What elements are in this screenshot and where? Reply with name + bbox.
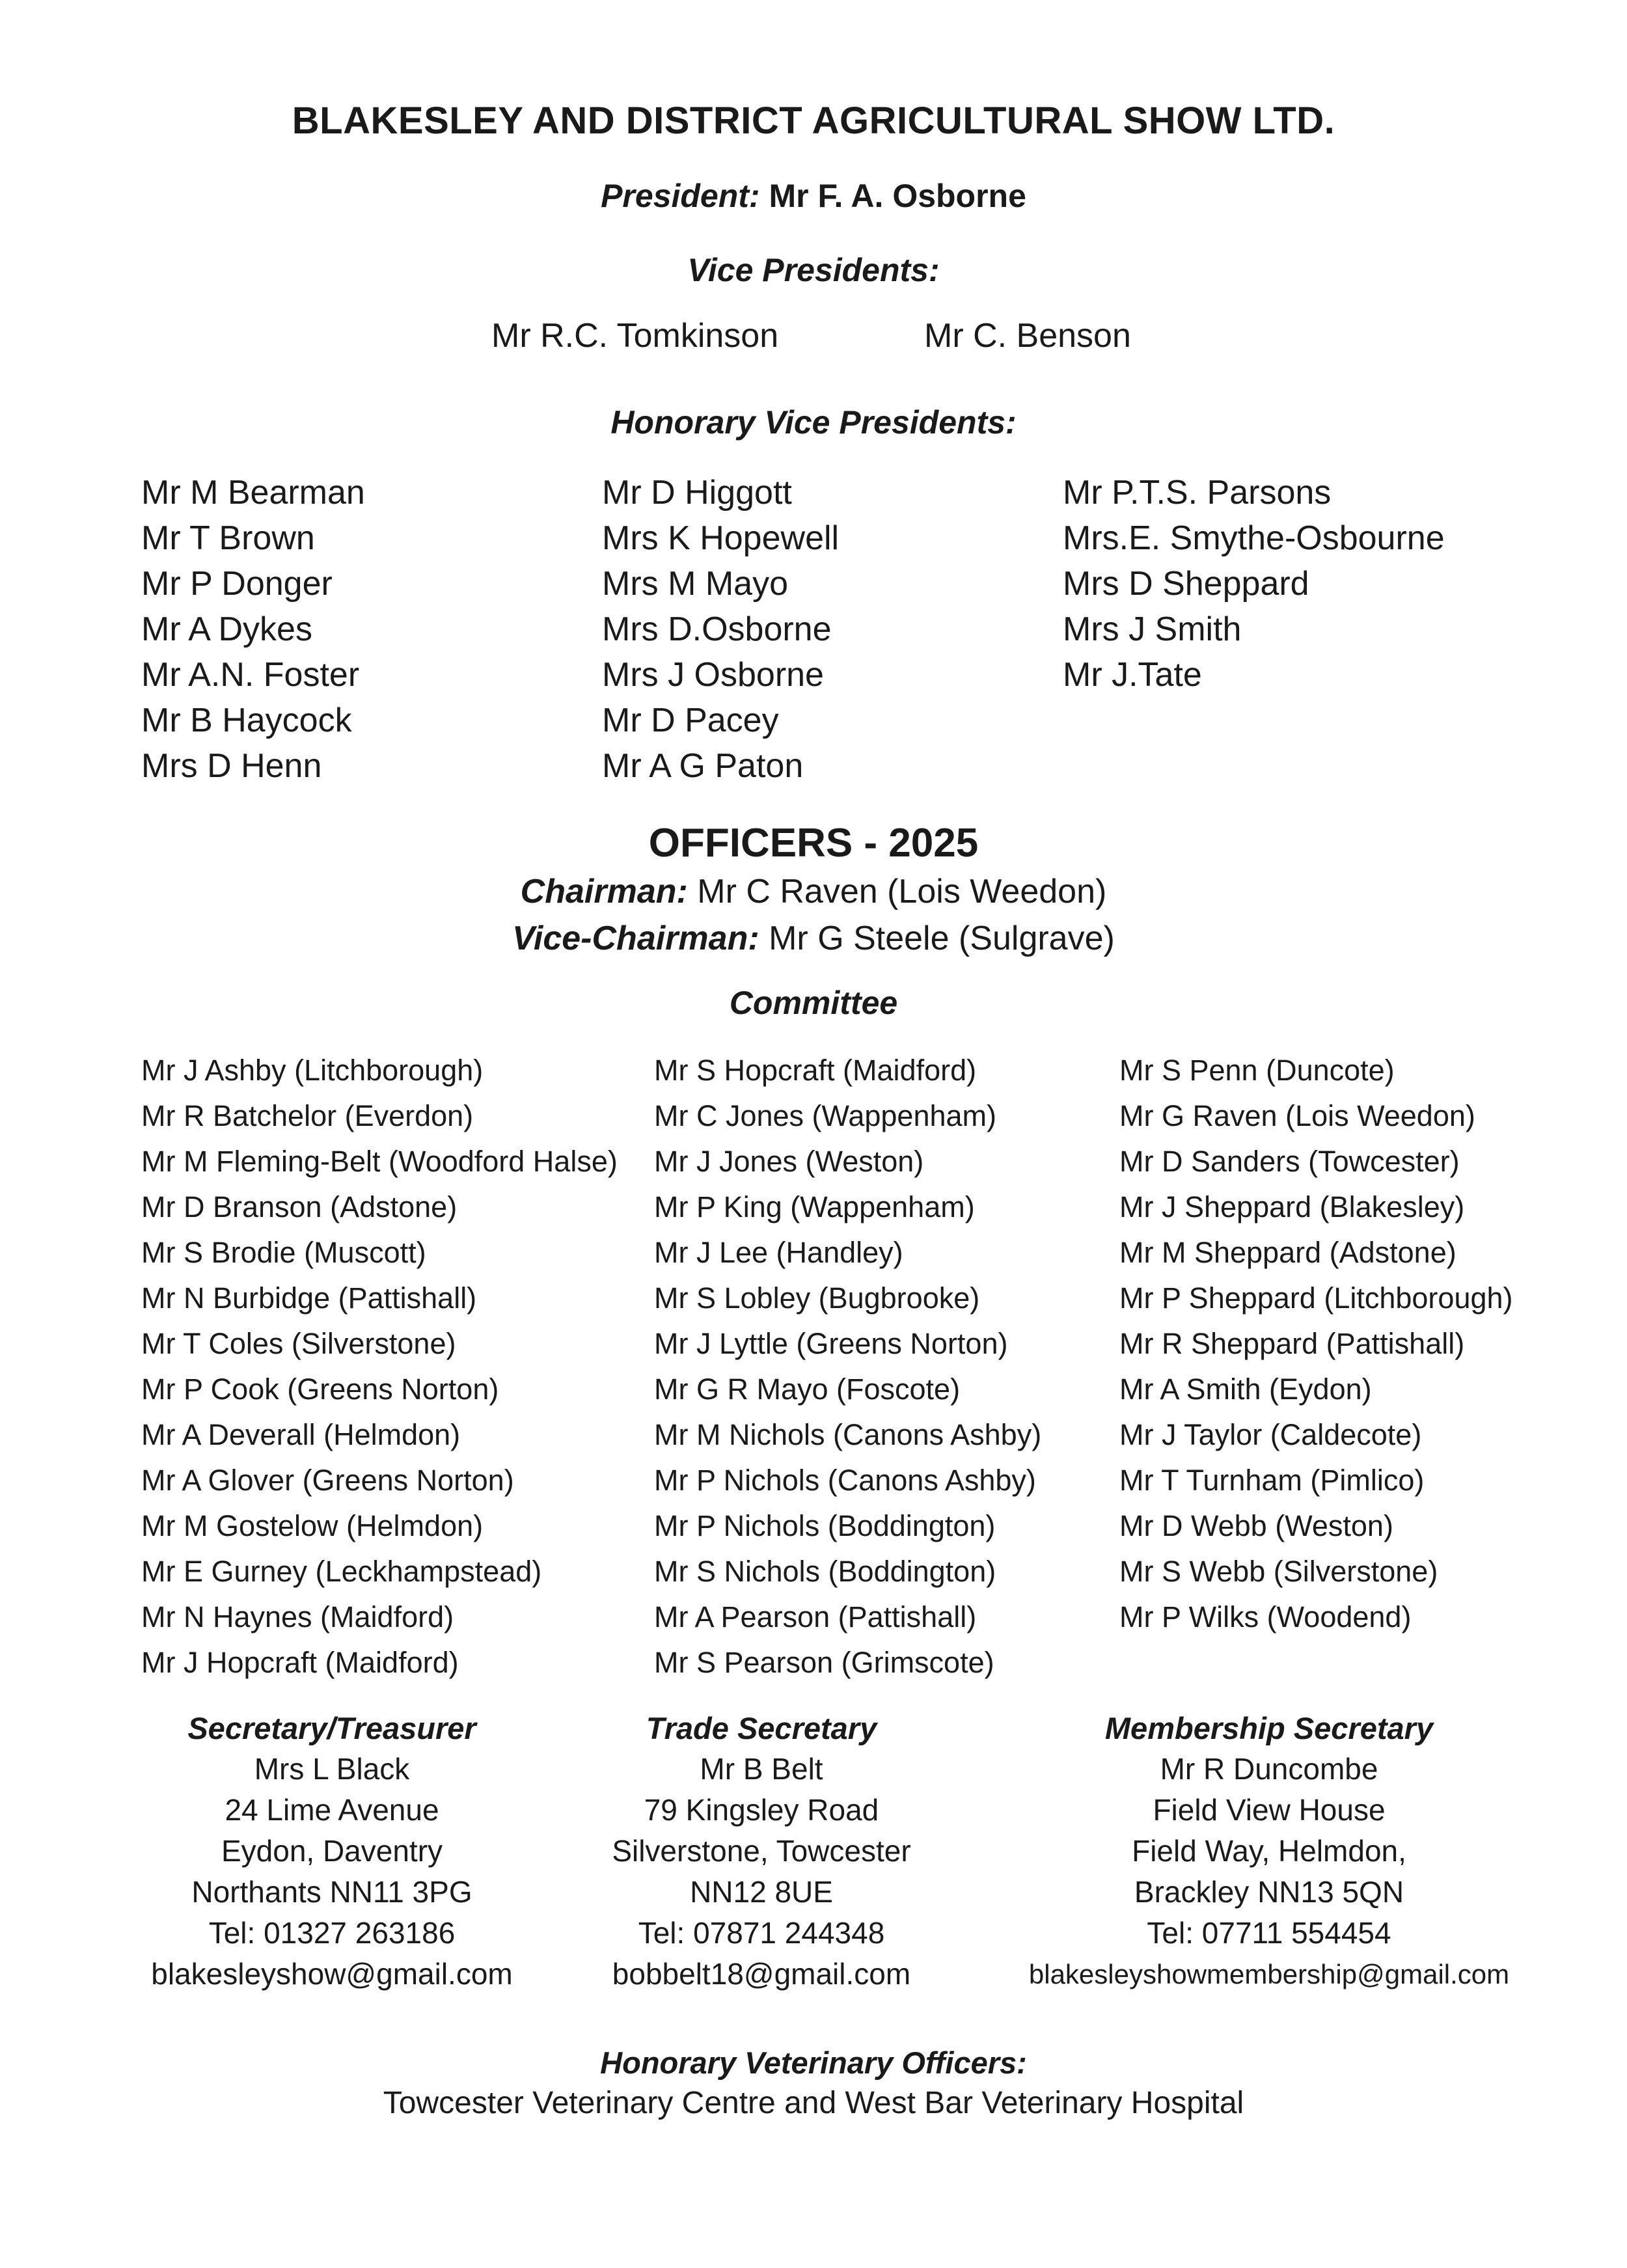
list-item: Mr A Deverall (Helmdon) <box>141 1418 461 1451</box>
list-item: Mr S Nichols (Boddington) <box>654 1555 996 1588</box>
secretary-treasurer-heading: Secretary/Treasurer <box>187 1711 476 1745</box>
list-item: Mr N Haynes (Maidford) <box>141 1600 454 1633</box>
contact-line: Silverstone, Towcester <box>612 1834 911 1868</box>
committee-column-3 <box>1119 1048 1513 1640</box>
vice-chairman-name: Mr G Steele (Sulgrave) <box>769 920 1115 957</box>
chairman-name: Mr C Raven (Lois Weedon) <box>697 873 1107 910</box>
list-item: Mr S Penn (Duncote) <box>1119 1054 1395 1087</box>
list-item: Mrs D.Osborne <box>602 610 832 648</box>
list-item: Mr M Gostelow (Helmdon) <box>141 1509 484 1542</box>
hvp-column-1 <box>141 470 365 789</box>
document-title: BLAKESLEY AND DISTRICT AGRICULTURAL SHOW LTD. <box>292 100 1335 142</box>
list-item: Mr R Batchelor (Everdon) <box>141 1099 474 1132</box>
contact-line: Northants NN11 3PG <box>191 1875 472 1909</box>
contact-line: Tel: 01327 263186 <box>208 1916 456 1950</box>
hvp-column-3 <box>1063 470 1445 698</box>
officers-heading: OFFICERS - 2025 <box>648 821 979 866</box>
email-link[interactable]: bobbelt18@gmail.com <box>612 1957 911 1991</box>
list-item: Mr A Glover (Greens Norton) <box>141 1464 514 1497</box>
list-item: Mr G R Mayo (Foscote) <box>654 1373 961 1406</box>
list-item: Mr T Coles (Silverstone) <box>141 1327 456 1360</box>
email-link[interactable]: blakesleyshow@gmail.com <box>151 1957 513 1991</box>
list-item: Mr A.N. Foster <box>141 656 360 694</box>
list-item: Mr S Webb (Silverstone) <box>1119 1555 1438 1588</box>
list-item: Mr P Sheppard (Litchborough) <box>1119 1281 1513 1315</box>
list-item: Mrs J Smith <box>1063 610 1242 648</box>
contact-line: Tel: 07711 554454 <box>1147 1916 1391 1950</box>
contact-line: Mr R Duncombe <box>1160 1752 1378 1786</box>
president-name: Mr F. A. Osborne <box>769 178 1026 214</box>
list-item: Mr J Hopcraft (Maidford) <box>141 1646 459 1679</box>
list-item: Mr P Wilks (Woodend) <box>1119 1600 1412 1633</box>
list-item: Mrs J Osborne <box>602 656 824 694</box>
list-item: Mr P Nichols (Canons Ashby) <box>654 1464 1036 1497</box>
list-item: Mr M Bearman <box>141 474 365 512</box>
contact-line: Field Way, Helmdon, <box>1132 1834 1406 1868</box>
list-item: Mr J Taylor (Caldecote) <box>1119 1418 1422 1451</box>
list-item: Mr P Cook (Greens Norton) <box>141 1373 499 1406</box>
list-item: Mr M Fleming-Belt (Woodford Halse) <box>141 1145 618 1178</box>
contact-line: 79 Kingsley Road <box>644 1793 879 1827</box>
list-item: Mr A Dykes <box>141 610 312 648</box>
committee-column-1 <box>141 1048 618 1686</box>
list-item: Mr D Sanders (Towcester) <box>1119 1145 1460 1178</box>
list-item: Mrs M Mayo <box>602 565 788 603</box>
contact-line: Mrs L Black <box>254 1752 410 1786</box>
list-item: Mr J Lee (Handley) <box>654 1236 903 1269</box>
contact-line: NN12 8UE <box>690 1875 833 1909</box>
president-line <box>0 177 1627 215</box>
veterinary-heading: Honorary Veterinary Officers: <box>600 2045 1027 2080</box>
list-item: Mrs D Sheppard <box>1063 565 1309 603</box>
list-item: Mr J.Tate <box>1063 656 1202 694</box>
vice-chairman-line <box>0 919 1627 958</box>
contact-line: Tel: 07871 244348 <box>638 1916 885 1950</box>
contact-line: Brackley NN13 5QN <box>1134 1875 1404 1909</box>
list-item: Mr S Pearson (Grimscote) <box>654 1646 994 1679</box>
vice-president-name: Mr C. Benson <box>924 317 1131 355</box>
list-item: Mr P.T.S. Parsons <box>1063 474 1332 512</box>
list-item: Mr D Branson (Adstone) <box>141 1190 458 1223</box>
committee-heading: Committee <box>729 985 898 1021</box>
president-label: President: <box>601 178 760 214</box>
list-item: Mr P Nichols (Boddington) <box>654 1509 996 1542</box>
list-item: Mr J Ashby (Litchborough) <box>141 1054 484 1087</box>
list-item: Mr P Donger <box>141 565 333 603</box>
chairman-line <box>0 872 1627 911</box>
list-item: Mr T Brown <box>141 519 315 557</box>
list-item: Mr S Hopcraft (Maidford) <box>654 1054 977 1087</box>
list-item: Mr J Jones (Weston) <box>654 1145 924 1178</box>
list-item: Mr A G Paton <box>602 747 804 785</box>
chairman-label: Chairman: <box>520 873 688 910</box>
trade-secretary-heading: Trade Secretary <box>646 1711 877 1745</box>
list-item: Mr A Pearson (Pattishall) <box>654 1600 977 1633</box>
list-item: Mr A Smith (Eydon) <box>1119 1373 1372 1406</box>
list-item: Mrs.E. Smythe-Osbourne <box>1063 519 1445 557</box>
list-item: Mr M Sheppard (Adstone) <box>1119 1236 1456 1269</box>
list-item: Mr S Lobley (Bugbrooke) <box>654 1281 980 1315</box>
secretary-treasurer-block <box>124 1708 540 1995</box>
list-item: Mr S Brodie (Muscott) <box>141 1236 426 1269</box>
trade-secretary-block <box>566 1708 957 1995</box>
contact-line: Mr B Belt <box>700 1752 823 1786</box>
list-item: Mr R Sheppard (Pattishall) <box>1119 1327 1465 1360</box>
email-link[interactable]: blakesleyshowmembership@gmail.com <box>1028 1959 1510 1989</box>
list-item: Mr C Jones (Wappenham) <box>654 1099 997 1132</box>
hvp-column-2 <box>602 470 839 789</box>
list-item: Mr E Gurney (Leckhampstead) <box>141 1555 542 1588</box>
list-item: Mr D Higgott <box>602 474 792 512</box>
list-item: Mr M Nichols (Canons Ashby) <box>654 1418 1042 1451</box>
membership-secretary-heading: Membership Secretary <box>1104 1711 1434 1745</box>
honorary-vice-presidents-heading: Honorary Vice Presidents: <box>610 404 1017 441</box>
membership-secretary-block <box>989 1708 1549 1995</box>
list-item: Mr P King (Wappenham) <box>654 1190 975 1223</box>
vice-presidents-heading: Vice Presidents: <box>687 252 940 288</box>
contact-line: 24 Lime Avenue <box>225 1793 439 1827</box>
list-item: Mr B Haycock <box>141 702 352 739</box>
list-item: Mr J Lyttle (Greens Norton) <box>654 1327 1008 1360</box>
committee-column-2 <box>654 1048 1041 1686</box>
list-item: Mrs D Henn <box>141 747 322 785</box>
list-item: Mr G Raven (Lois Weedon) <box>1119 1099 1475 1132</box>
contact-line: Field View House <box>1153 1793 1386 1827</box>
list-item: Mr T Turnham (Pimlico) <box>1119 1464 1425 1497</box>
veterinary-text: Towcester Veterinary Centre and West Bar Veterinary Hospital <box>383 2086 1244 2120</box>
list-item: Mr D Pacey <box>602 702 779 739</box>
vice-chairman-label: Vice-Chairman: <box>512 920 759 957</box>
list-item: Mrs K Hopewell <box>602 519 840 557</box>
list-item: Mr J Sheppard (Blakesley) <box>1119 1190 1465 1223</box>
list-item: Mr D Webb (Weston) <box>1119 1509 1393 1542</box>
vice-president-name: Mr R.C. Tomkinson <box>491 317 779 355</box>
contact-line: Eydon, Daventry <box>221 1834 443 1868</box>
list-item: Mr N Burbidge (Pattishall) <box>141 1281 477 1315</box>
